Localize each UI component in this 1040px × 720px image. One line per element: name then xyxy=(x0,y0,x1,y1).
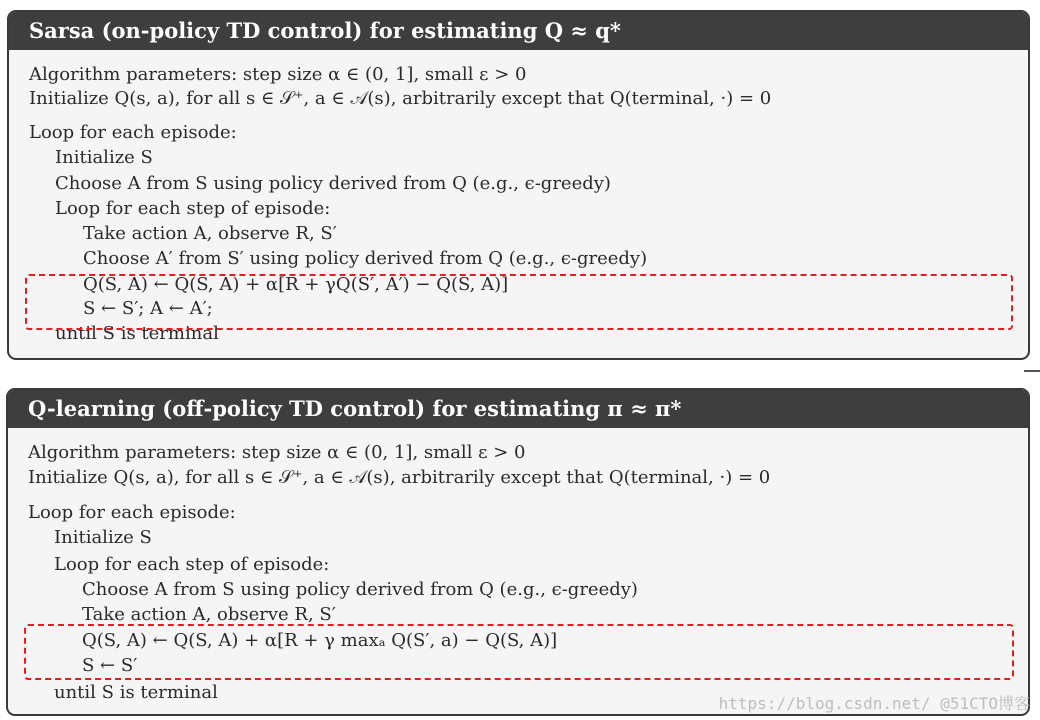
sarsa-line-params: Algorithm parameters: step size α ∈ (0, 1], small ε > 0 xyxy=(29,64,527,85)
qlearning-line-params: Algorithm parameters: step size α ∈ (0, 1], small ε > 0 xyxy=(28,442,526,463)
qlearning-line-assign: S ← S′ xyxy=(82,655,138,676)
sarsa-line-assign: S ← S′; A ← A′; xyxy=(83,298,213,319)
sarsa-line-until: until S is terminal xyxy=(55,323,219,344)
qlearning-algorithm-box xyxy=(6,388,1030,716)
qlearning-line-init: Initialize Q(s, a), for all s ∈ 𝒮⁺, a ∈ 𝒜(s), arbitrarily except that Q(terminal, ·) = 0 xyxy=(28,467,771,488)
qlearning-line-until: until S is terminal xyxy=(54,682,218,703)
qlearning-update-highlight xyxy=(24,624,1014,680)
sarsa-line-init: Initialize Q(s, a), for all s ∈ 𝒮⁺, a ∈ 𝒜(s), arbitrarily except that Q(terminal, ·) = 0 xyxy=(29,88,772,109)
sarsa-line-choose-a: Choose A from S using policy derived from Q (e.g., ϵ-greedy) xyxy=(55,173,611,194)
sarsa-line-choose-a-prime: Choose A′ from S′ using policy derived from Q (e.g., ϵ-greedy) xyxy=(83,248,648,269)
separator-mark xyxy=(1024,370,1040,372)
qlearning-line-choose-a: Choose A from S using policy derived from Q (e.g., ϵ-greedy) xyxy=(82,579,638,600)
sarsa-algorithm-box xyxy=(7,10,1030,360)
sarsa-line-take-action: Take action A, observe R, S′ xyxy=(83,223,337,244)
qlearning-line-loop-episode: Loop for each episode: xyxy=(28,502,236,523)
qlearning-line-loop-step: Loop for each step of episode: xyxy=(54,554,330,575)
watermark: https://blog.csdn.net/ @51CTO博客 xyxy=(718,694,1030,713)
sarsa-title: Sarsa (on-policy TD control) for estimating Q ≈ q* xyxy=(9,12,1028,50)
sarsa-update-highlight xyxy=(25,274,1013,330)
qlearning-line-update: Q(S, A) ← Q(S, A) + α[R + γ maxₐ Q(S′, a) − Q(S, A)] xyxy=(82,630,558,651)
sarsa-line-update: Q(S, A) ← Q(S, A) + α[R + γQ(S′, A′) − Q(S, A)] xyxy=(83,274,509,295)
sarsa-line-loop-step: Loop for each step of episode: xyxy=(55,198,331,219)
qlearning-line-init-s: Initialize S xyxy=(54,527,152,548)
qlearning-line-take-action: Take action A, observe R, S′ xyxy=(82,604,336,625)
qlearning-title: Q-learning (off-policy TD control) for estimating π ≈ π* xyxy=(8,390,1028,428)
sarsa-line-init-s: Initialize S xyxy=(55,147,153,168)
sarsa-line-loop-episode: Loop for each episode: xyxy=(29,122,237,143)
